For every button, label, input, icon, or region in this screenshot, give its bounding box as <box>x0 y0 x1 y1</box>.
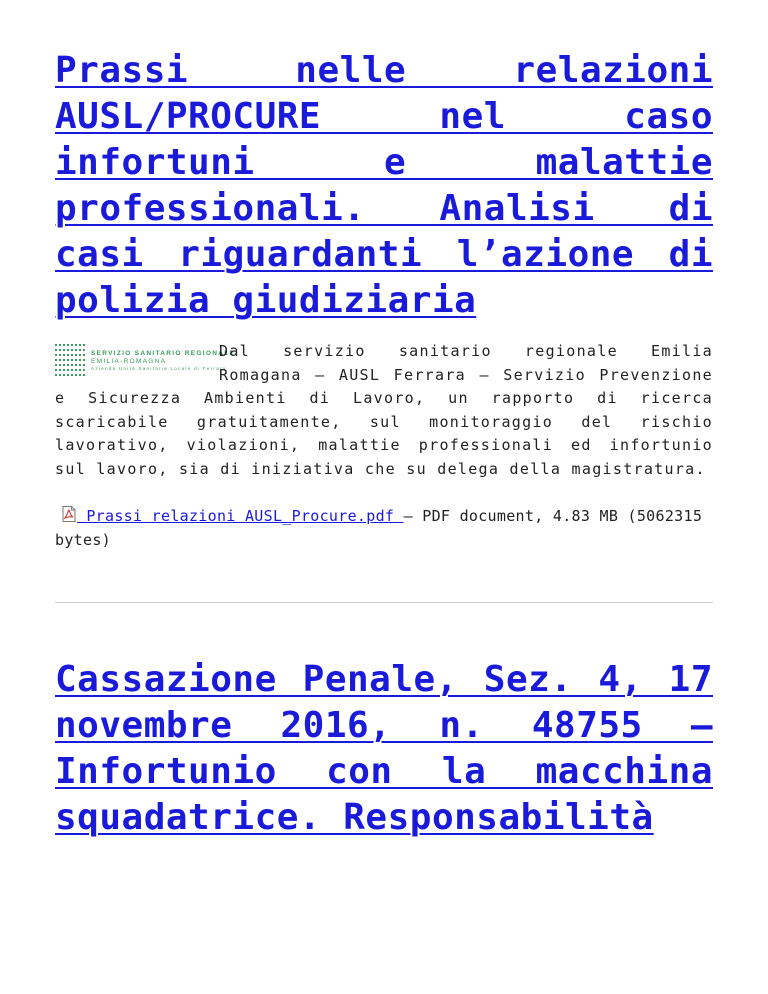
svg-text:EMILIA-ROMAGNA: EMILIA-ROMAGNA <box>91 358 167 365</box>
pdf-download-link[interactable]: Prassi relazioni AUSL_Procure.pdf <box>77 507 404 525</box>
svg-text:SERVIZIO SANITARIO REGIONALE: SERVIZIO SANITARIO REGIONALE <box>91 350 236 357</box>
article-intro-text: Dal servizio sanitario regionale Emilia Romagana – AUSL Ferrara – Servizio Prevenzione e Sicurezza Ambienti di Lavoro, un rapporto di ricerca scaricabile gratuitamente, sul monitoraggio del rischio lavorativo, violazioni, malattie professionali ed infortunio sul lavoro, sia di iniziativa che su delega della magistratura. <box>55 342 713 478</box>
svg-text:Azienda Unità Sanitaria Locale: Azienda Unità Sanitaria Locale di Ferrara <box>91 366 227 371</box>
article-title-2 <box>55 657 713 841</box>
page-content <box>55 48 713 841</box>
article-title-link-1[interactable]: Prassi nelle relazioni AUSL/PROCURE nel caso infortuni e malattie professionali. Analisi di casi riguardanti l’azione di polizia giudiziaria <box>55 50 713 321</box>
article-title-link-2[interactable]: Cassazione Penale, Sez. 4, 17 novembre 2016, n. 48755 – Infortunio con la macchina squadatrice. Responsabilità <box>55 659 713 838</box>
pdf-icon <box>61 506 77 522</box>
divider <box>55 602 713 603</box>
attachment-meta: — PDF document, 4.83 MB (5062315 bytes) <box>55 507 703 549</box>
article-title-1 <box>55 48 713 324</box>
ausl-logo <box>55 342 236 382</box>
attachment-line <box>55 504 713 552</box>
article-intro <box>55 340 713 481</box>
